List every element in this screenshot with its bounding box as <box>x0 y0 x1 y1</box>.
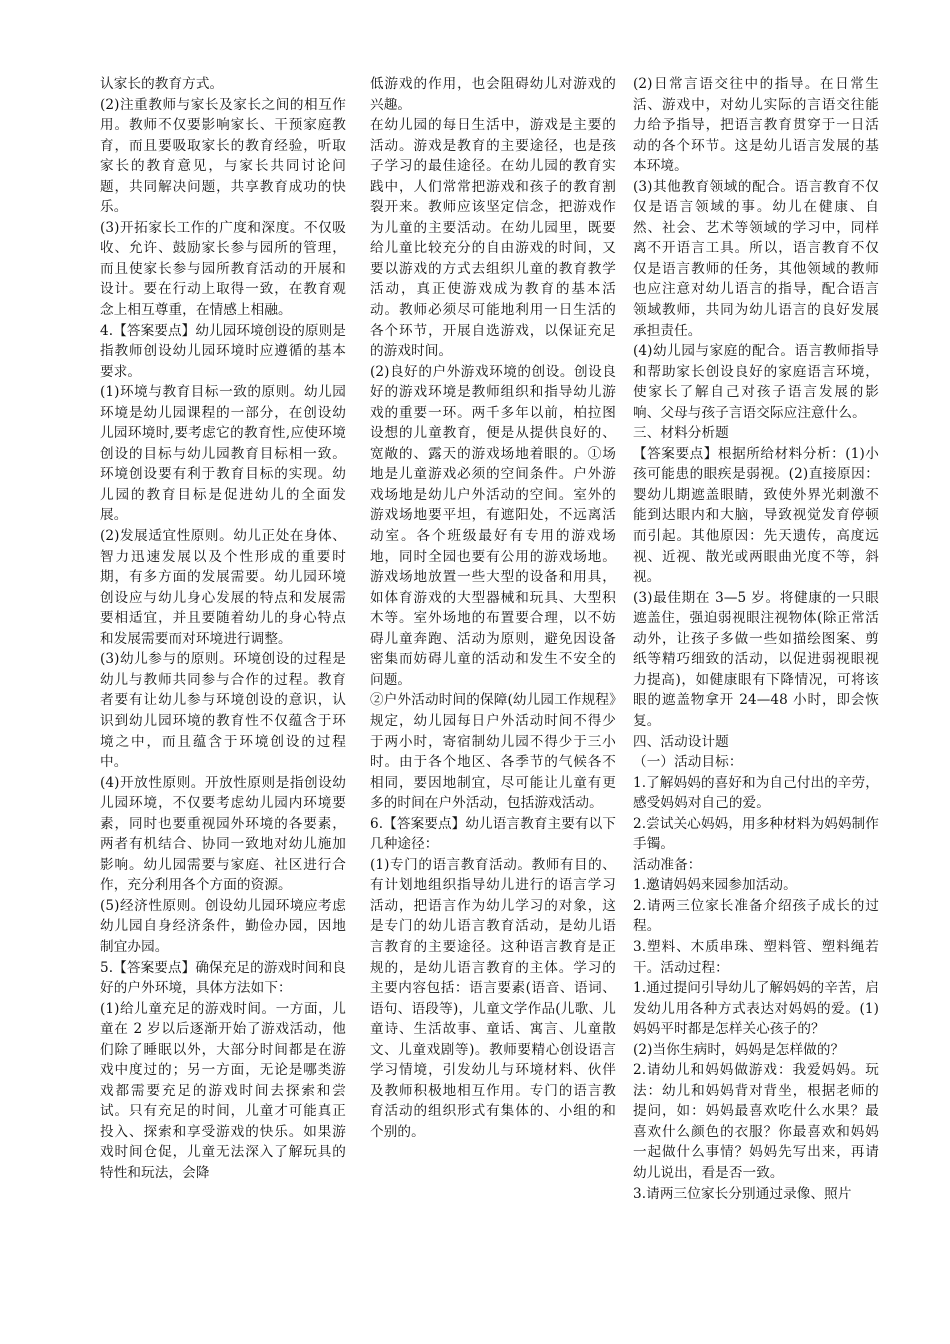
paragraph: (2)日常言语交往中的指导。在日常生活、游戏中，对幼儿实际的言语交往能力给予指导，把语言教育贯穿于一日活动的各个环节。这是幼儿语言发展的基本环境。 <box>633 76 879 175</box>
paragraph: 6.【答案要点】幼儿语言教育主要有以下几种途径： <box>370 815 616 853</box>
paragraph: 1.邀请妈妈来园参加活动。 <box>633 877 797 894</box>
paragraph: 四、活动设计题 <box>633 733 729 750</box>
paragraph: (5)经济性原则。创设幼儿园环境应考虑幼儿园自身经济条件，勤俭办园，因地制宜办园。 <box>100 897 346 955</box>
paragraph: 低游戏的作用，也会阻碍幼儿对游戏的兴趣。 <box>370 76 616 113</box>
paragraph: 在幼儿园的每日生活中，游戏是主要的活动。游戏是教育的主要途径，也是孩子学习的最佳途径。在幼儿园的教育实践中，人们常常把游戏和孩子的教育割裂开来。教师应该坚定信念，把游戏作为儿童的主要活动。在幼儿园里，既要给儿童比较充分的自由游戏的时间，又要以游戏的方式去组织儿童的教育教学活动，真正使游戏成为教育的基本活动。教师必须尽可能地利用一日生活的各个环节，开展自选游戏，以保证充足的游戏时间。 <box>370 117 616 360</box>
paragraph: (1)环境与教育目标一致的原则。幼儿园环境是幼儿园课程的一部分，在创设幼儿园环境时,要考虑它的教育性,应使环境创设的目标与幼儿园教育目标相一致。环境创设要有利于教育目标的实现。幼儿园的教育目标是促进幼儿的全面发展。 <box>100 384 346 524</box>
paragraph: （一）活动目标： <box>633 754 743 771</box>
paragraph: (2)注重教师与家长及家长之间的相互作用。教师不仅要影响家长、干预家庭教育，而且要吸取家长的教育经验，听取家长的教育意见，与家长共同讨论问题，共同解决问题，共享教育成功的快乐。 <box>100 96 346 216</box>
text-column-middle <box>370 74 616 1142</box>
text-column-right <box>633 74 879 1204</box>
paragraph: (4)幼儿园与家庭的配合。语言教师指导和帮助家长创设良好的家庭语言环境，使家长了解自己对孩子语言发展的影响、父母与孩子言语交际应注意什么。 <box>633 343 879 421</box>
paragraph: 5.【答案要点】确保充足的游戏时间和良好的户外环境，具体方法如下： <box>100 959 346 997</box>
paragraph: (1)给儿童充足的游戏时间。一方面，儿童在 2 岁以后逐渐开始了游戏活动，他们除了睡眠以外，大部分时间都是在游戏中度过的；另一方面，无论是哪类游戏都需要充足的游戏时间去探索和尝试。只有充足的时间，儿童才可能真正投入、探索和享受游戏的快乐。如果游戏时间仓促，儿童无法深入了解玩具的特性和玩法，会降 <box>100 1000 346 1181</box>
paragraph: 4.【答案要点】幼儿园环境创设的原则是指教师创设幼儿园环境时应遵循的基本要求。 <box>100 322 346 380</box>
paragraph: 2.请两三位家长准备介绍孩子成长的过程。 <box>633 897 879 935</box>
paragraph: (1)专门的语言教育活动。教师有目的、有计划地组织指导幼儿进行的语言学习活动，把语言作为幼儿学习的对象，这是专门的幼儿语言教育活动，是幼儿语言教育的主要途径。这种语言教育是正规的，是幼儿语言教育的主体。学习的主要内容包括：语言要素(语音、语词、语句、语段等)，儿童文学作品(儿歌、儿童诗、生活故事、童话、寓言、儿童散文、儿童戏剧等)。教师要精心创设语言学习情境，引发幼儿与环境材料、伙伴及教师积极地相互作用。专门的语言教育活动的组织形式有集体的、小组的和个别的。 <box>370 856 616 1140</box>
paragraph: 认家长的教育方式。 <box>100 76 224 92</box>
paragraph: (3)最佳期在 3—5 岁。将健康的一只眼遮盖住，强迫弱视眼注视物体(除正常活动外，让孩子多做一些如描绘图案、剪纸等精巧细致的活动，以促进弱视眼视力提高)，如健康眼有下降情况，可将该眼的遮盖物拿开 24—48 小时，即会恢复。 <box>633 589 879 729</box>
paragraph: (2)发展适宜性原则。幼儿正处在身体、智力迅速发展以及个性形成的重要时期，有多方面的发展需要。幼儿园环境创设应与幼儿身心发展的特点和发展需要相适宜，并且要随着幼儿的身心特点和发展需要而对环境进行调整。 <box>100 528 346 647</box>
text-column-left <box>100 74 346 1184</box>
paragraph: 1.了解妈妈的喜好和为自己付出的辛劳，感受妈妈对自己的爱。 <box>633 774 879 812</box>
paragraph: (4)开放性原则。开放性原则是指创设幼儿园环境，不仅要考虑幼儿园内环境要素，同时也要重视园外环境的各要素，两者有机结合、协同一致地对幼儿施加影响。幼儿园需要与家庭、社区进行合作，充分利用各个方面的资源。 <box>100 774 346 894</box>
paragraph: (3)其他教育领域的配合。语言教育不仅仅是语言领域的事。幼儿在健康、自然、社会、艺术等领域的学习中，同样离不开语言工具。所以，语言教育不仅仅是语言教师的任务，其他领域的教师也应注意对幼儿语言的指导，配合语言领域教师，共同为幼儿语言的良好发展承担责任。 <box>633 178 879 339</box>
paragraph: 2.请幼儿和妈妈做游戏：我爱妈妈。玩法：幼儿和妈妈背对背坐，根据老师的提问，如：妈妈最喜欢吃什么水果？最喜欢什么颜色的衣服？你最喜欢和妈妈一起做什么事情？妈妈先写出来，再请幼儿说出，看是否一致。 <box>633 1062 879 1181</box>
paragraph: 三、材料分析题 <box>633 425 729 442</box>
paragraph: ②户外活动时间的保障(幼儿园工作规程》规定，幼儿园每日户外活动时间不得少于两小时，寄宿制幼儿园不得少于三小时。由于各个地区、各季节的气候各不相同，要因地制宜，尽可能让儿童有更多的时间在户外活动，包括游戏活动。 <box>370 692 616 812</box>
paragraph: (2)当你生病时，妈妈是怎样做的？ <box>633 1041 845 1058</box>
paragraph: 【答案要点】根据所给材料分析：(1)小孩可能患的眼疾是弱视。(2)直接原因：婴幼儿期遮盖眼睛，致使外界光刺激不能到达眼内和大脑，导致视觉发育停顿而引起。其他原因：先天遗传，高度远视、近视、散光或两眼曲光度不等，斜视。 <box>633 445 879 586</box>
paragraph: 活动准备： <box>633 856 702 873</box>
paragraph: 2.尝试关心妈妈，用多种材料为妈妈制作手镯。 <box>633 815 879 853</box>
paragraph: 3.塑料、木质串珠、塑料管、塑料绳若干。活动过程： <box>633 938 879 976</box>
paragraph: 1.通过提问引导幼儿了解妈妈的辛苦，启发幼儿用各种方式表达对妈妈的爱。(1)妈妈平时都是怎样关心孩子的？ <box>633 980 879 1038</box>
paragraph: (3)幼儿参与的原则。环境创设的过程是幼儿与教师共同参与合作的过程。教育者要有让幼儿参与环境创设的意识，认识到幼儿园环境的教育性不仅蕴含于环境之中，而且蕴含于环境创设的过程中。 <box>100 651 346 771</box>
paragraph: (2)良好的户外游戏环境的创设。创设良好的游戏环境是教师组织和指导幼儿游戏的重要一环。两千多年以前，柏拉图设想的儿童教育，便是从提供良好的、宽敞的、露天的游戏场地着眼的。①场地是儿童游戏必须的空间条件。户外游戏场地是幼儿户外活动的空间。室外的游戏场地要平坦，有遮阳处，不远离活动室。各个班级最好有专用的游戏场地，同时全园也要有公用的游戏场地。游戏场地放置一些大型的设备和用具，如体育游戏的大型器械和玩具、大型积木等。室外场地的布置要合理，以不妨碍儿童奔跑、活动为原则，避免因设备密集而妨碍儿童的活动和发生不安全的问题。 <box>370 363 616 688</box>
paragraph: 3.请两三位家长分别通过录像、照片 <box>633 1185 852 1202</box>
paragraph: (3)开拓家长工作的广度和深度。不仅吸收、允许、鼓励家长参与园所的管理，而且使家长参与园所教育活动的开展和设计。要在行动上取得一致，在教育观念上相互尊重，在情感上相融。 <box>100 219 346 319</box>
